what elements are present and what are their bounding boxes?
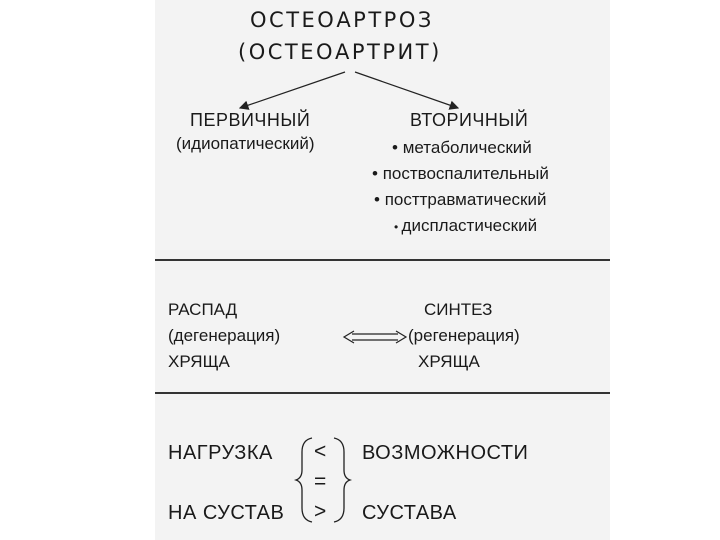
balance-right-line1: СИНТЕЗ: [424, 300, 493, 319]
secondary-item: • посттравматический: [374, 190, 547, 209]
right-brace-icon: [334, 438, 350, 522]
secondary-item: • поствоспалительный: [372, 164, 549, 183]
bullet-icon: •: [392, 138, 403, 157]
bullet-icon: •: [372, 164, 383, 183]
load-right-line1: ВОЗМОЖНОСТИ: [362, 442, 529, 464]
balance-right-line3: ХРЯЩА: [418, 352, 480, 371]
primary-heading: ПЕРВИЧНЫЙ: [190, 110, 311, 130]
bullet-icon: •: [394, 220, 402, 234]
double-arrow-icon: [344, 331, 406, 343]
title-line1: ОСТЕОАРТРОЗ: [250, 8, 434, 32]
arrow-to-secondary: [355, 72, 458, 108]
left-brace-icon: [296, 438, 312, 522]
balance-right-line2: (регенерация): [408, 326, 520, 345]
arrow-to-primary: [240, 72, 345, 108]
secondary-item: • диспластический: [394, 216, 538, 235]
balance-left-line2: (дегенерация): [168, 326, 281, 345]
load-left-line2: НА СУСТАВ: [168, 502, 285, 524]
bullet-icon: •: [374, 190, 385, 209]
load-left-line1: НАГРУЗКА: [168, 442, 273, 464]
secondary-heading: ВТОРИЧНЫЙ: [410, 110, 529, 130]
divider: [155, 259, 610, 261]
less-than-symbol: <: [314, 440, 327, 463]
secondary-item: • метаболический: [392, 138, 532, 157]
equals-symbol: =: [314, 470, 327, 493]
greater-than-symbol: >: [314, 500, 327, 523]
balance-left-line3: ХРЯЩА: [168, 352, 230, 371]
primary-subheading: (идиопатический): [176, 134, 315, 153]
load-right-line2: СУСТАВА: [362, 502, 457, 524]
title-line2: (ОСТЕОАРТРИТ): [238, 40, 442, 64]
balance-left-line1: РАСПАД: [168, 300, 238, 319]
divider: [155, 392, 610, 394]
